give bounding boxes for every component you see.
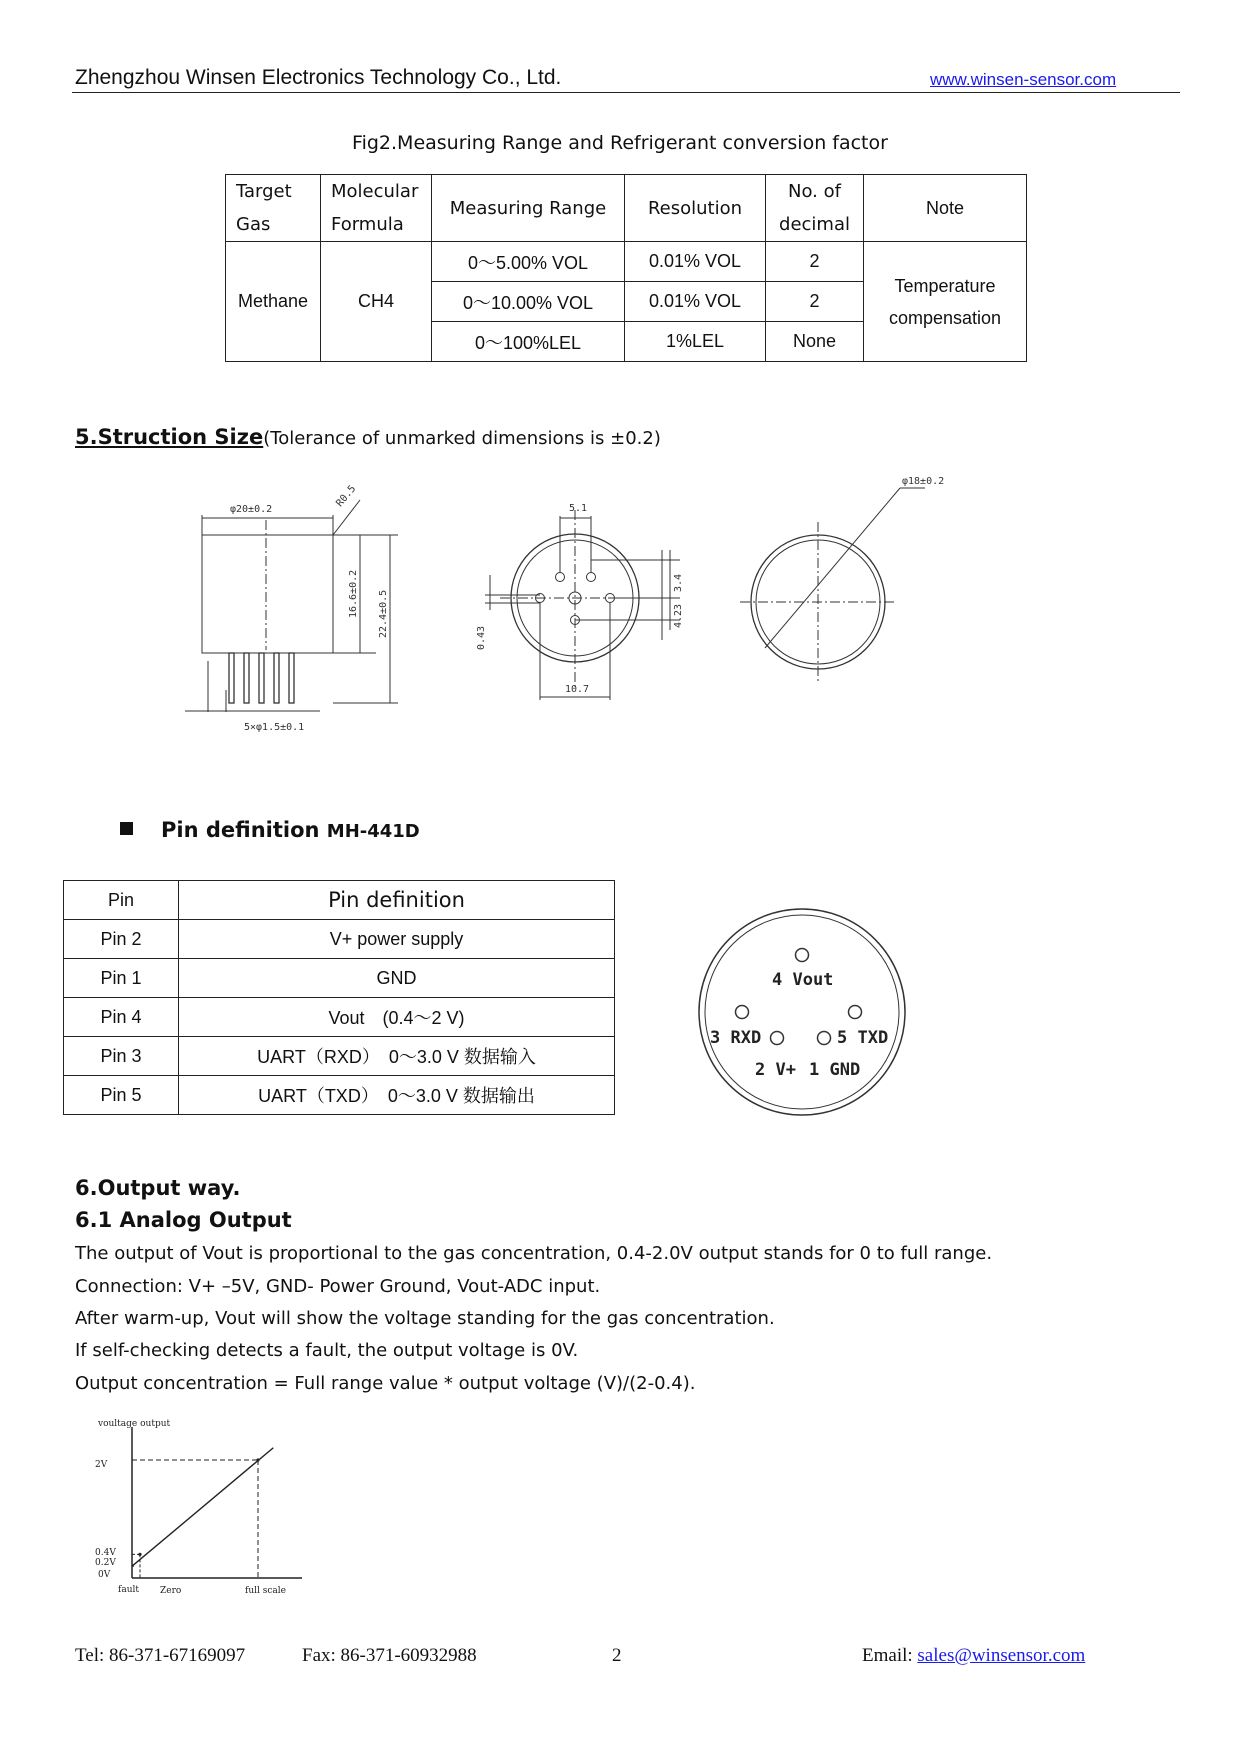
pin4-label: 4 Vout	[772, 970, 834, 990]
th-target-gas: Target Gas	[226, 175, 321, 242]
cell-pin: Pin 1	[64, 959, 179, 998]
dimension-drawings	[180, 476, 1080, 760]
paragraph-line: Connection: V+ –5V, GND- Power Ground, Vout-ADC input.	[75, 1276, 601, 1297]
dim-h166: 16.6±0.2	[348, 569, 359, 618]
cell-pin: Pin 5	[64, 1076, 179, 1115]
cell-note: Temperature compensation	[864, 242, 1027, 362]
cell-gas: Methane	[226, 242, 321, 362]
pin1-label: 1 GND	[809, 1060, 861, 1080]
ytick-2v: 2V	[95, 1460, 108, 1470]
series-line-vout	[132, 1448, 273, 1566]
th-pin-definition: Pin definition	[179, 881, 615, 920]
data-point	[138, 1553, 141, 1556]
header-rule	[72, 92, 1180, 93]
paragraph-line: After warm-up, Vout will show the voltage standing for the gas concentration.	[75, 1308, 775, 1329]
dim-dia18: φ18±0.2	[902, 476, 945, 487]
ytick-04v: 0.4V	[95, 1548, 116, 1558]
ytick-0v: 0V	[98, 1570, 111, 1580]
bullet-square-icon	[120, 822, 133, 835]
pin-definition-title: Pin definition	[161, 818, 320, 842]
pin1-hole	[818, 1032, 831, 1045]
data-point	[256, 1458, 259, 1461]
dim-d51: 5.1	[569, 503, 588, 514]
cell-pin-def: UART（RXD） 0～3.0 V 数据输入	[179, 1037, 615, 1076]
pin3-hole	[736, 1006, 749, 1019]
dim-d107: 10.7	[565, 684, 590, 695]
dim-d34: 3.4	[673, 573, 684, 592]
footer-page-number: 2	[612, 1645, 622, 1666]
cell-pin-def: UART（TXD） 0～3.0 V 数据输出	[179, 1076, 615, 1115]
footer-fax: Fax: 86-371-60932988	[302, 1645, 477, 1666]
cell-resolution: 0.01% VOL	[625, 242, 766, 282]
cell-pin: Pin 3	[64, 1037, 179, 1076]
paragraph-line: The output of Vout is proportional to the gas concentration, 0.4-2.0V output stands for 0 to full range.	[75, 1243, 993, 1264]
header-website-link[interactable]: www.winsen-sensor.com	[930, 70, 1117, 89]
fig2-caption: Fig2.Measuring Range and Refrigerant conversion factor	[352, 132, 888, 154]
dim-d43: 0.43	[476, 625, 487, 650]
cell-pin: Pin 4	[64, 998, 179, 1037]
cell-pin: Pin 2	[64, 920, 179, 959]
ytick-02v: 0.2V	[95, 1558, 116, 1568]
pin2-hole	[771, 1032, 784, 1045]
pin-definition-table	[63, 880, 615, 1115]
cell-decimal: 2	[766, 282, 864, 322]
header-company: Zhengzhou Winsen Electronics Technology Co., Ltd.	[75, 66, 562, 89]
dim-dia20: φ20±0.2	[230, 504, 273, 515]
section5-heading	[75, 425, 661, 449]
pin4-hole	[796, 949, 809, 962]
cell-decimal: None	[766, 322, 864, 362]
cell-range: 0～10.00% VOL	[432, 282, 625, 322]
th-range: Measuring Range	[432, 175, 625, 242]
cell-range: 0～100%LEL	[432, 322, 625, 362]
footer-email-link[interactable]: sales@winsensor.com	[917, 1645, 1086, 1666]
pin-definition-heading	[120, 818, 420, 842]
paragraph-line: If self-checking detects a fault, the output voltage is 0V.	[75, 1340, 579, 1361]
dim-pins: 5×φ1.5±0.1	[244, 722, 305, 733]
th-decimal: No. of decimal	[766, 175, 864, 242]
section6-title: 6.Output way.	[75, 1176, 241, 1200]
cell-pin-def: V+ power supply	[179, 920, 615, 959]
paragraph-line: Output concentration = Full range value * output voltage (V)/(2-0.4).	[75, 1373, 696, 1394]
y-axis-label: voultage output	[98, 1419, 171, 1429]
th-formula: Molecular Formula	[321, 175, 432, 242]
pin3-label: 3 RXD	[710, 1028, 762, 1048]
section61-title: 6.1 Analog Output	[75, 1208, 292, 1232]
dim-d423: 4.23	[673, 603, 684, 628]
th-note: Note	[864, 175, 1027, 242]
cell-pin-def: Vout (0.4～2 V)	[179, 998, 615, 1037]
xtick-zero: Zero	[160, 1586, 182, 1596]
dim-h224: 22.4±0.5	[378, 589, 389, 638]
cell-resolution: 1%LEL	[625, 322, 766, 362]
pin-layout-diagram	[695, 905, 910, 1120]
measuring-range-table	[225, 174, 1027, 362]
cell-decimal: 2	[766, 242, 864, 282]
footer-email-label: Email:	[862, 1645, 918, 1666]
cell-resolution: 0.01% VOL	[625, 282, 766, 322]
pin5-hole	[849, 1006, 862, 1019]
xtick-full-scale: full scale	[245, 1586, 286, 1596]
pin5-label: 5 TXD	[837, 1028, 889, 1048]
cell-range: 0～5.00% VOL	[432, 242, 625, 282]
dim-r05: R0.5	[334, 483, 359, 510]
footer-tel: Tel: 86-371-67169097	[75, 1645, 246, 1666]
footer-email	[862, 1645, 1085, 1667]
section5-note: (Tolerance of unmarked dimensions is ±0.2)	[263, 428, 661, 449]
pin-definition-model: MH-441D	[326, 821, 420, 842]
th-pin: Pin	[64, 881, 179, 920]
cell-pin-def: GND	[179, 959, 615, 998]
side-view-body	[202, 535, 333, 653]
cell-formula: CH4	[321, 242, 432, 362]
xtick-fault: fault	[118, 1585, 139, 1595]
section5-title: 5.Struction Size	[75, 425, 264, 449]
pin2-label: 2 V+	[755, 1060, 796, 1080]
voltage-output-chart	[90, 1415, 350, 1605]
th-resolution: Resolution	[625, 175, 766, 242]
